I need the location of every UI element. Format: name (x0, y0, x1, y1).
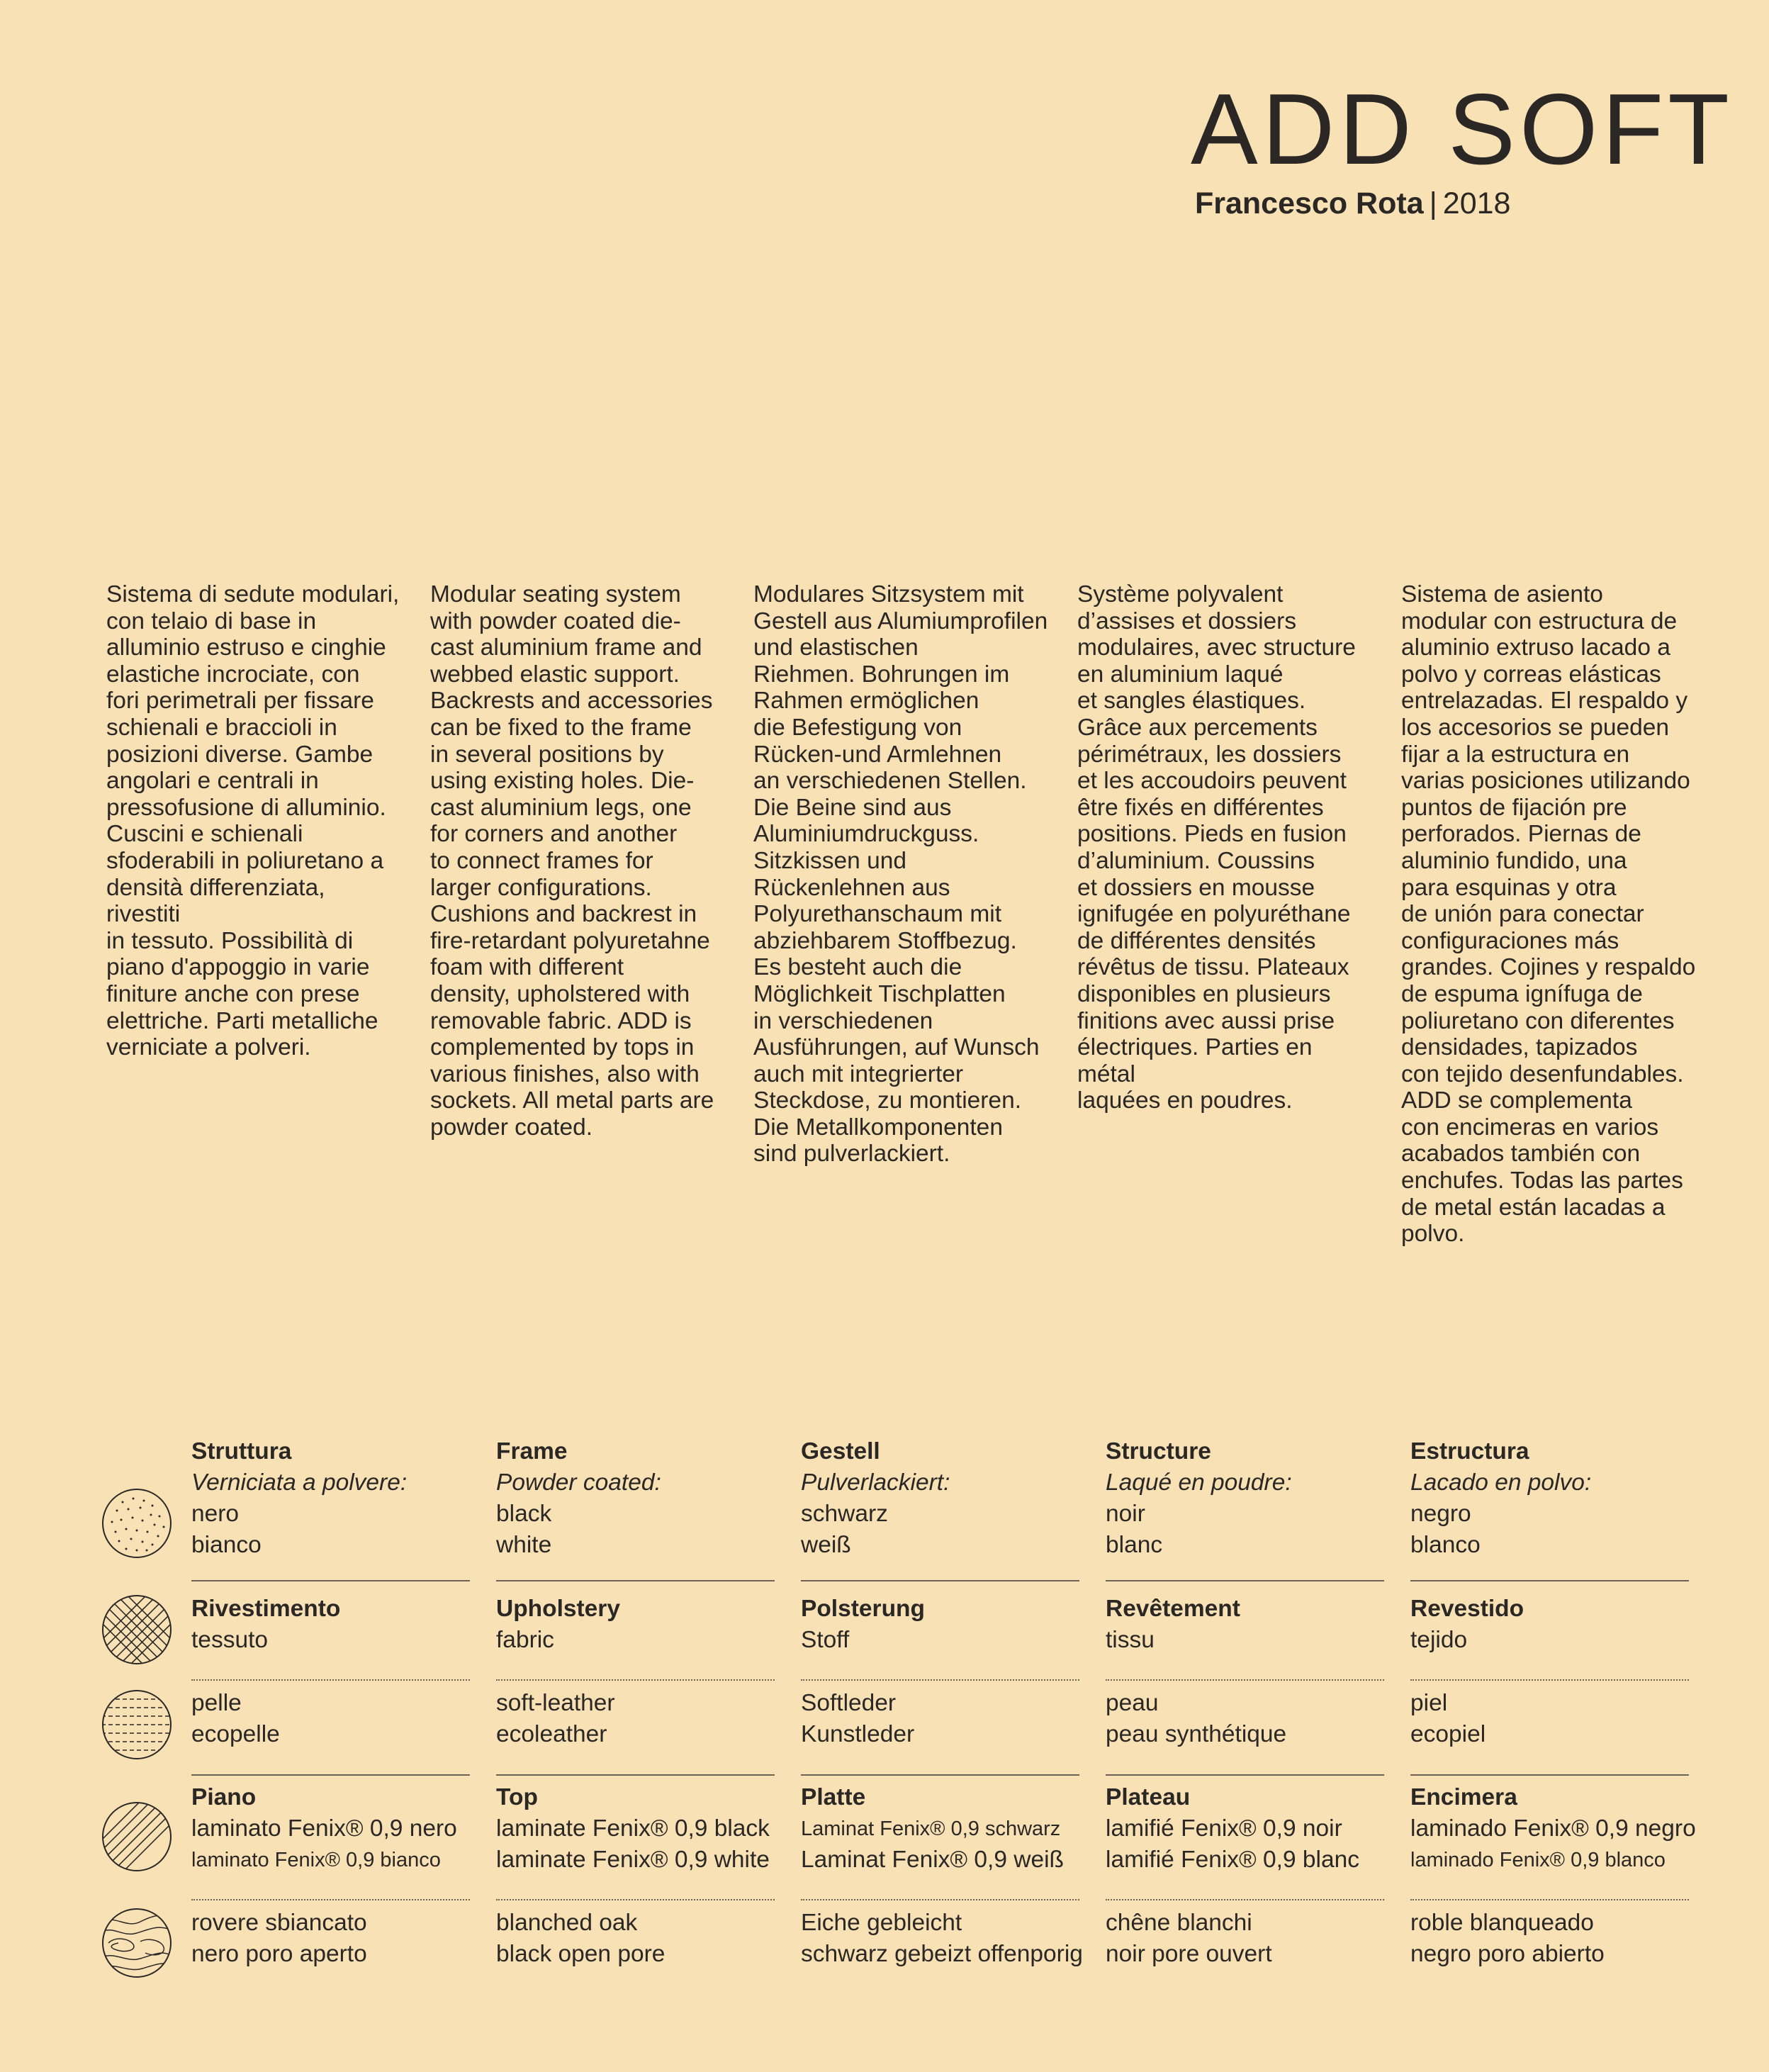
spec-value: Laminat Fenix® 0,9 weiß (801, 1847, 1065, 1873)
spec-upholstery-german (801, 1594, 1084, 1656)
divider-dotted (801, 1679, 1079, 1681)
spec-value: blanc (1106, 1532, 1163, 1558)
spec-subheading: Laqué en poudre: (1106, 1469, 1292, 1496)
spec-leather-italian (191, 1688, 475, 1750)
spec-heading: Struttura (191, 1438, 292, 1465)
spec-value: nero poro aperto (191, 1941, 367, 1967)
designer-name: Francesco Rota (1195, 186, 1424, 220)
spec-subheading: Powder coated: (496, 1469, 661, 1496)
divider (496, 1774, 775, 1776)
spec-leather-french (1106, 1688, 1389, 1750)
description-french: Système polyvalent d’assises et dossiers modulaires, avec structure en aluminium laqué et sangles élastiques. Grâce aux percements périmétraux, les dossiers et les accoudoirs peuvent être fixés en différentes positions. Pieds en fusion d’aluminium. Coussins et dossiers en mousse ignifugée en polyuréthane de différentes densités révêtus de tissu. Plateaux disponibles en plusieurs finitions avec aussi prise électriques. Parties en métal laquées en poudres. (1077, 581, 1356, 1114)
spec-leather-spanish (1410, 1688, 1694, 1750)
spec-heading: Upholstery (496, 1596, 620, 1622)
spec-wood-english (496, 1908, 780, 1970)
spec-value: blanched oak (496, 1910, 638, 1936)
spec-heading: Piano (191, 1784, 257, 1810)
spec-value: peau (1106, 1690, 1159, 1716)
divider-dotted (496, 1899, 775, 1900)
fabric-swatch-icon (101, 1594, 172, 1665)
divider-dotted (1410, 1679, 1689, 1681)
spec-subheading: Lacado en polvo: (1410, 1469, 1592, 1496)
leather-swatch-icon (101, 1689, 172, 1760)
spec-value: chêne blanchi (1106, 1910, 1252, 1936)
spec-top-french (1106, 1782, 1389, 1876)
spec-heading: Plateau (1106, 1784, 1191, 1810)
spec-value: soft-leather (496, 1690, 615, 1716)
spec-top-english (496, 1782, 780, 1876)
spec-value: black open pore (496, 1941, 666, 1967)
divider (496, 1580, 775, 1581)
spec-heading: Revestido (1410, 1596, 1524, 1622)
spec-value: black (496, 1501, 552, 1527)
spec-value: ecopiel (1410, 1721, 1486, 1747)
divider-dotted (191, 1679, 470, 1681)
spec-value: noir (1106, 1501, 1145, 1527)
spec-value: laminate Fenix® 0,9 white (496, 1847, 770, 1873)
description-italian: Sistema di sedute modulari, con telaio di base in alluminio estruso e cinghie elastiche incrociate, con fori perimetrali per fissare schienali e braccioli in posizioni diverse. Gambe angolari e centrali in pressofusione di alluminio. Cuscini e schienali sfoderabili in poliuretano a densità differenziata, rivestiti in tessuto. Possibilità di piano d'appoggio in varie finiture anche con prese elettriche. Parti metalliche verniciate a polveri. (106, 581, 400, 1061)
divider-dotted (1410, 1899, 1689, 1900)
spec-value: laminado Fenix® 0,9 blanco (1410, 1849, 1666, 1871)
divider (801, 1580, 1079, 1581)
description-spanish: Sistema de asiento modular con estructura de aluminio extruso lacado a polvo y correas elásticas entrelazadas. El respaldo y los accesorios se pueden fijar a la estructura en varias posiciones utilizando puntos de fijación pre perforados. Piernas de aluminio fundido, una para esquinas y otra de unión para conectar configuraciones más grandes. Cojines y respaldo de espuma ignífuga de poliuretano con diferentes densidades, tapizados con tejido desenfundables. ADD se complementa con encimeras en varios acabados también con enchufes. Todas las partes de metal están lacadas a polvo. (1401, 581, 1696, 1248)
spec-value: nero (191, 1501, 240, 1527)
powder-coating-swatch-icon (101, 1488, 172, 1559)
spec-value: ecoleather (496, 1721, 607, 1747)
laminate-swatch-icon (101, 1801, 172, 1872)
spec-value: Eiche gebleicht (801, 1910, 962, 1936)
description-english: Modular seating system with powder coated die- cast aluminium frame and webbed elastic support. Backrests and accessories can be fixed to the frame in several positions by using existing holes. Die- cast aluminium legs, one for corners and another to connect frames for larger configurations. Cushions and backrest in fire-retardant polyuretahne foam with different density, upholstered with removable fabric. ADD is complemented by tops in various finishes, also with sockets. All metal parts are powder coated. (430, 581, 714, 1141)
design-year: 2018 (1442, 186, 1511, 220)
spec-value: rovere sbiancato (191, 1910, 367, 1936)
separator: | (1429, 186, 1437, 220)
spec-value: laminato Fenix® 0,9 nero (191, 1815, 457, 1842)
spec-wood-spanish (1410, 1908, 1694, 1970)
spec-heading: Structure (1106, 1438, 1211, 1465)
spec-value: roble blanqueado (1410, 1910, 1594, 1936)
spec-upholstery-french (1106, 1594, 1389, 1656)
spec-heading: Frame (496, 1438, 568, 1465)
spec-value: bianco (191, 1532, 262, 1558)
spec-upholstery-spanish (1410, 1594, 1694, 1656)
divider-dotted (191, 1899, 470, 1900)
spec-value: pelle (191, 1690, 242, 1716)
divider-dotted (1106, 1679, 1384, 1681)
spec-heading: Rivestimento (191, 1596, 341, 1622)
spec-value: schwarz gebeizt offenporig (801, 1941, 1083, 1967)
spec-value: negro (1410, 1501, 1471, 1527)
spec-top-italian (191, 1782, 475, 1876)
spec-wood-german (801, 1908, 1084, 1970)
divider (191, 1774, 470, 1776)
product-title: ADD SOFT (1191, 73, 1734, 186)
description-german: Modulares Sitzsystem mit Gestell aus Alumiumprofilen und elastischen Riehmen. Bohrungen im Rahmen ermöglichen die Befestigung von Rücken-und Armlehnen an verschiedenen Stellen. Die Beine sind aus Aluminiumdruckguss. Sitzkissen und Rückenlehnen aus Polyurethanschaum mit abziehbarem Stoffbezug. Es besteht auch die Möglichkeit Tischplatten in verschiedenen Ausführungen, auf Wunsch auch mit integrierter Steckdose, zu montieren. Die Metallkomponenten sind pulverlackiert. (753, 581, 1048, 1167)
divider (1410, 1774, 1689, 1776)
divider-dotted (496, 1679, 775, 1681)
spec-upholstery-italian (191, 1594, 475, 1656)
spec-value: fabric (496, 1627, 554, 1653)
spec-top-german (801, 1782, 1084, 1876)
spec-heading: Encimera (1410, 1784, 1517, 1810)
spec-structure-french (1106, 1436, 1389, 1561)
spec-leather-german (801, 1688, 1084, 1750)
spec-structure-english (496, 1436, 780, 1561)
spec-wood-italian (191, 1908, 475, 1970)
designer-line (1195, 186, 1510, 223)
spec-structure-spanish (1410, 1436, 1694, 1561)
divider (1410, 1580, 1689, 1581)
spec-heading: Estructura (1410, 1438, 1529, 1465)
spec-value: schwarz (801, 1501, 888, 1527)
spec-value: piel (1410, 1690, 1448, 1716)
divider-dotted (1106, 1899, 1384, 1900)
spec-structure-german (801, 1436, 1084, 1561)
spec-value: Laminat Fenix® 0,9 schwarz (801, 1818, 1061, 1840)
spec-value: tessuto (191, 1627, 269, 1653)
wood-grain-swatch-icon (101, 1908, 172, 1978)
divider-dotted (801, 1899, 1079, 1900)
divider (1106, 1580, 1384, 1581)
spec-leather-english (496, 1688, 780, 1750)
spec-value: blanco (1410, 1532, 1481, 1558)
spec-heading: Gestell (801, 1438, 880, 1465)
spec-top-spanish (1410, 1782, 1694, 1876)
spec-structure-italian (191, 1436, 475, 1561)
spec-heading: Top (496, 1784, 538, 1810)
spec-value: lamifié Fenix® 0,9 blanc (1106, 1847, 1359, 1873)
spec-value: noir pore ouvert (1106, 1941, 1272, 1967)
spec-value: ecopelle (191, 1721, 280, 1747)
spec-value: negro poro abierto (1410, 1941, 1605, 1967)
spec-value: Kunstleder (801, 1721, 915, 1747)
spec-value: white (496, 1532, 552, 1558)
spec-value: laminate Fenix® 0,9 black (496, 1815, 770, 1842)
spec-value: tejido (1410, 1627, 1468, 1653)
spec-value: weiß (801, 1532, 851, 1558)
spec-value: Stoff (801, 1627, 850, 1653)
divider (191, 1580, 470, 1581)
divider (1106, 1774, 1384, 1776)
divider (801, 1774, 1079, 1776)
spec-value: tissu (1106, 1627, 1155, 1653)
spec-heading: Polsterung (801, 1596, 925, 1622)
spec-wood-french (1106, 1908, 1389, 1970)
spec-value: lamifié Fenix® 0,9 noir (1106, 1815, 1342, 1842)
spec-heading: Platte (801, 1784, 866, 1810)
spec-value: peau synthétique (1106, 1721, 1287, 1747)
spec-heading: Revêtement (1106, 1596, 1240, 1622)
spec-value: laminado Fenix® 0,9 negro (1410, 1815, 1696, 1842)
spec-upholstery-english (496, 1594, 780, 1656)
spec-subheading: Pulverlackiert: (801, 1469, 950, 1496)
spec-value: laminato Fenix® 0,9 bianco (191, 1849, 441, 1871)
spec-value: Softleder (801, 1690, 897, 1716)
spec-subheading: Verniciata a polvere: (191, 1469, 408, 1496)
